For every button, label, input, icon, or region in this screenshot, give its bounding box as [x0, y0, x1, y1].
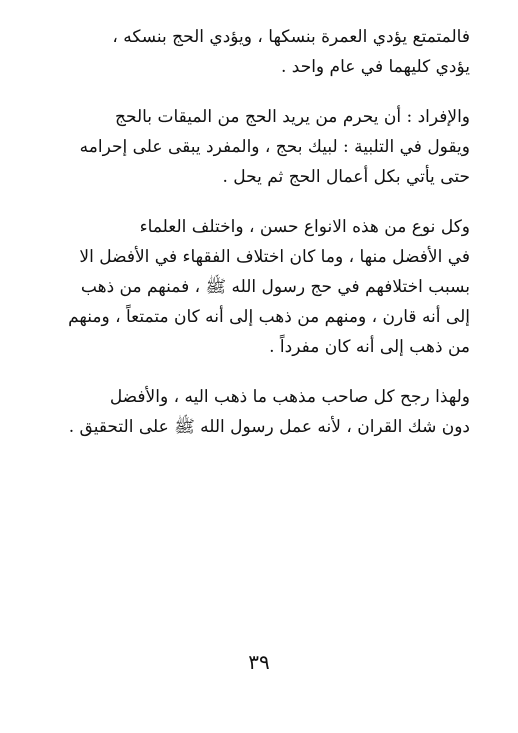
- text-line: بسبب اختلافهم في حج رسول الله ﷺ ، فمنهم من ذهب: [80, 277, 470, 297]
- text-line: دون شك القران ، لأنه عمل رسول الله ﷺ على التحقيق .: [68, 417, 470, 437]
- text-line: من ذهب إلى أنه كان مفرداً .: [269, 337, 470, 357]
- page-number: ٣٩: [248, 650, 270, 674]
- paragraph-ifrad: [50, 102, 470, 192]
- text-line: والإفراد : أن يحرم من يريد الحج من الميقات بالحج: [115, 107, 470, 127]
- text-line: يؤدي كليهما في عام واحد .: [280, 57, 470, 77]
- body-text: [50, 22, 470, 462]
- text-line: فالمتمتع يؤدي العمرة بنسكها ، ويؤدي الحج بنسكه ،: [112, 27, 470, 47]
- paragraph-ikhtilaf: [50, 212, 470, 362]
- text-line: وكل نوع من هذه الانواع حسن ، واختلف العلماء: [139, 217, 470, 237]
- text-line: ولهذا رجح كل صاحب مذهب ما ذهب اليه ، والأفضل: [109, 387, 470, 407]
- text-line: ويقول في التلبية : لبيك بحج ، والمفرد يبقى على إحرامه: [79, 137, 470, 157]
- text-line: حتى يأتي بكل أعمال الحج ثم يحل .: [222, 167, 470, 187]
- text-line: إلى أنه قارن ، ومنهم من ذهب إلى أنه كان متمتعاً ، ومنهم: [68, 307, 470, 327]
- paragraph-tamattu: [50, 22, 470, 82]
- text-line: في الأفضل منها ، وما كان اختلاف الفقهاء في الأفضل الا: [79, 247, 470, 267]
- paragraph-tarjih: [50, 382, 470, 442]
